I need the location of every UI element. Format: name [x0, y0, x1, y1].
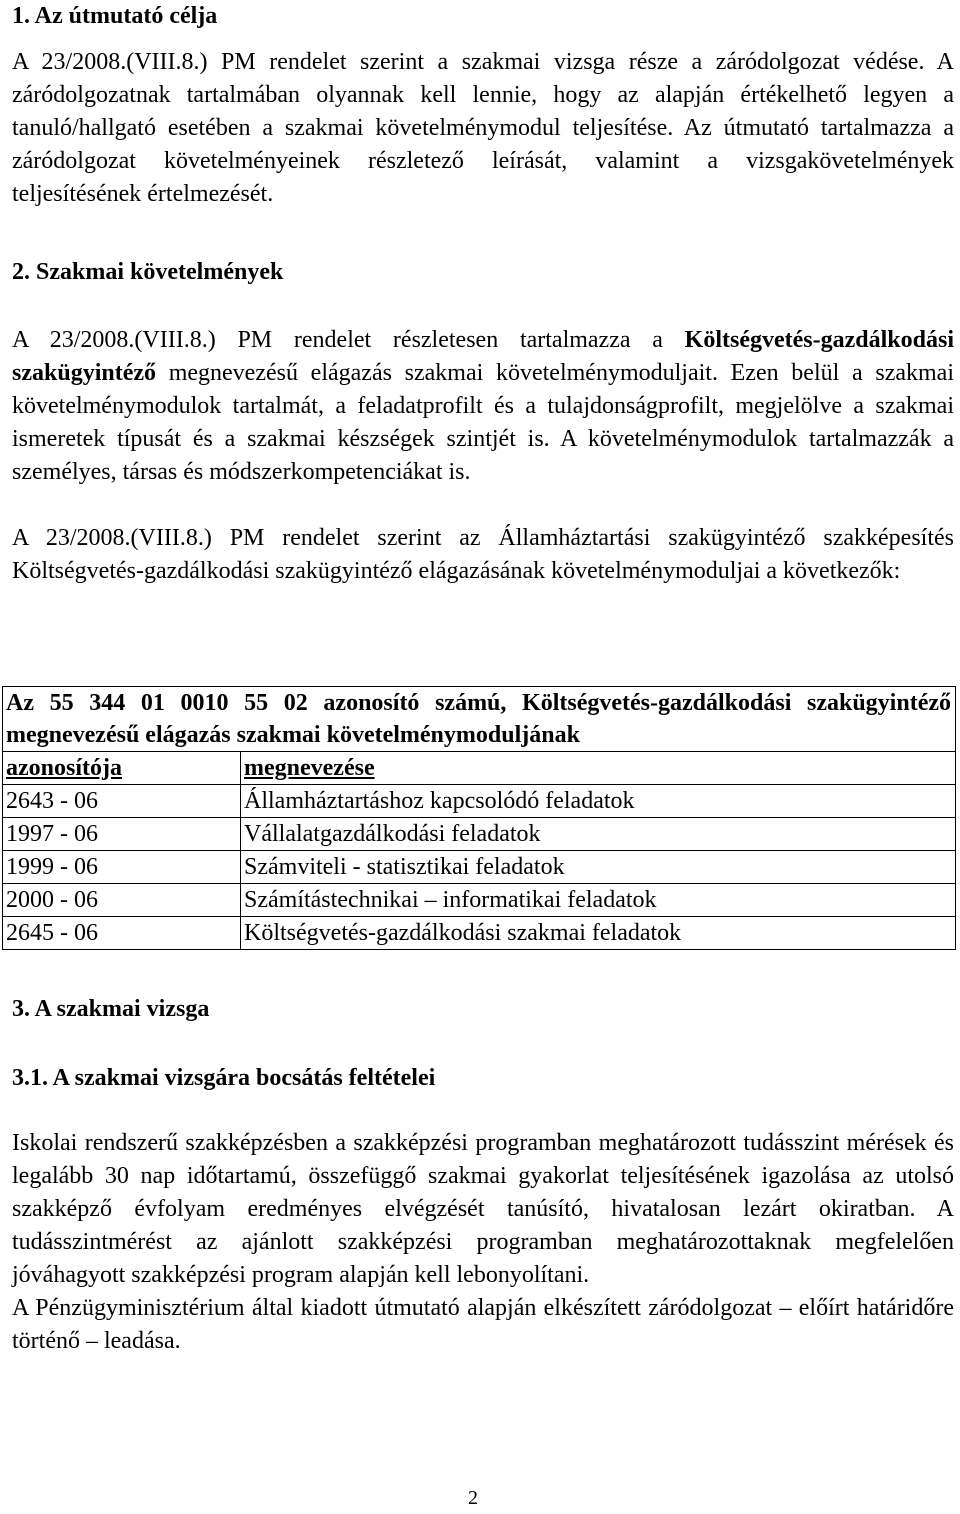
section-3-1-paragraph-1: Iskolai rendszerű szakképzésben a szakképzési programban meghatározott tudásszint mérések és legalább 30 nap időtartamú, összefüggő szakmai gyakorlat teljesítésének igazolása az utolsó szakképző évfolyam eredményes elvégzését tanúsító, hivatalosan lezárt okiratban. A tudásszintmérést az ajánlott szakképzési programban meghatározottaknak megfelelően jóváhagyott szakképzési program alapján kell lebonyolítani.	[12, 1130, 954, 1288]
page-number: 2	[468, 1487, 478, 1509]
section-1-heading: 1. Az útmutató célja	[12, 3, 218, 29]
branch-name-bold: Költségvetés-gazdálkodási szakügyintéző	[12, 327, 954, 386]
section-2-paragraph-2: A 23/2008.(VIII.8.) PM rendelet szerint az Államháztartási szakügyintéző szakképesítés Költségvetés-gazdálkodási szakügyintéző elágazásának követelménymoduljai a következők:	[12, 525, 954, 584]
section-3-1-paragraph-2: A Pénzügyminisztérium által kiadott útmutató alapján elkészített záródolgozat – előírt határidőre történő – leadása.	[12, 1295, 954, 1354]
section-2-heading: 2. Szakmai követelmények	[12, 259, 284, 285]
section-3-1-body	[12, 1127, 954, 1358]
table-row	[3, 917, 956, 950]
module-name: Költségvetés-gazdálkodási szakmai feladatok	[241, 917, 956, 950]
module-code: 2000 - 06	[3, 884, 241, 917]
section-2-paragraph-1	[12, 324, 954, 489]
module-code: 1999 - 06	[3, 851, 241, 884]
table-row	[3, 785, 956, 818]
module-code: 2643 - 06	[3, 785, 241, 818]
module-code: 1997 - 06	[3, 818, 241, 851]
section-2-text-b: megnevezésű elágazás szakmai követelménymoduljait. Ezen belül a szakmai követelménymodulok tartalmát, a feladatprofilt és a tulajdonságprofilt, megjelölve a szakmai ismeretek típusát és a szakmai készségek szintjét is. A követelménymodulok tartalmazzák a személyes, társas és módszerkompetenciákat is.	[12, 360, 954, 485]
section-2-text-a: A 23/2008.(VIII.8.) PM rendelet részletesen tartalmazza a	[12, 327, 685, 353]
module-name: Számviteli - statisztikai feladatok	[241, 851, 956, 884]
table-header-code: azonosítója	[3, 752, 241, 785]
module-name: Vállalatgazdálkodási feladatok	[241, 818, 956, 851]
module-name: Államháztartáshoz kapcsolódó feladatok	[241, 785, 956, 818]
table-title: Az 55 344 01 0010 55 02 azonosító számú, Költségvetés-gazdálkodási szakügyintéző megnevezésű elágazás szakmai követelménymoduljának	[3, 687, 956, 752]
table-header-name: megnevezése	[241, 752, 956, 785]
table-row	[3, 884, 956, 917]
section-1-paragraph: A 23/2008.(VIII.8.) PM rendelet szerint a szakmai vizsga része a záródolgozat védése. A záródolgozatnak tartalmában olyannak kell lennie, hogy az alapján értékelhető legyen a tanuló/hallgató esetében a szakmai követelménymodul teljesítése. Az útmutató tartalmazza a záródolgozat követelményeinek részletező leírását, valamint a vizsgakövetelmények teljesítésének értelmezését.	[12, 49, 954, 207]
module-name: Számítástechnikai – informatikai feladatok	[241, 884, 956, 917]
section-3-1-heading: 3.1. A szakmai vizsgára bocsátás feltételei	[12, 1065, 436, 1091]
table-row	[3, 818, 956, 851]
table-title-row	[3, 687, 956, 752]
module-code: 2645 - 06	[3, 917, 241, 950]
module-table	[2, 686, 956, 950]
table-row	[3, 851, 956, 884]
table-header-row	[3, 752, 956, 785]
section-3-heading: 3. A szakmai vizsga	[12, 996, 210, 1022]
section-2-body	[12, 324, 954, 588]
